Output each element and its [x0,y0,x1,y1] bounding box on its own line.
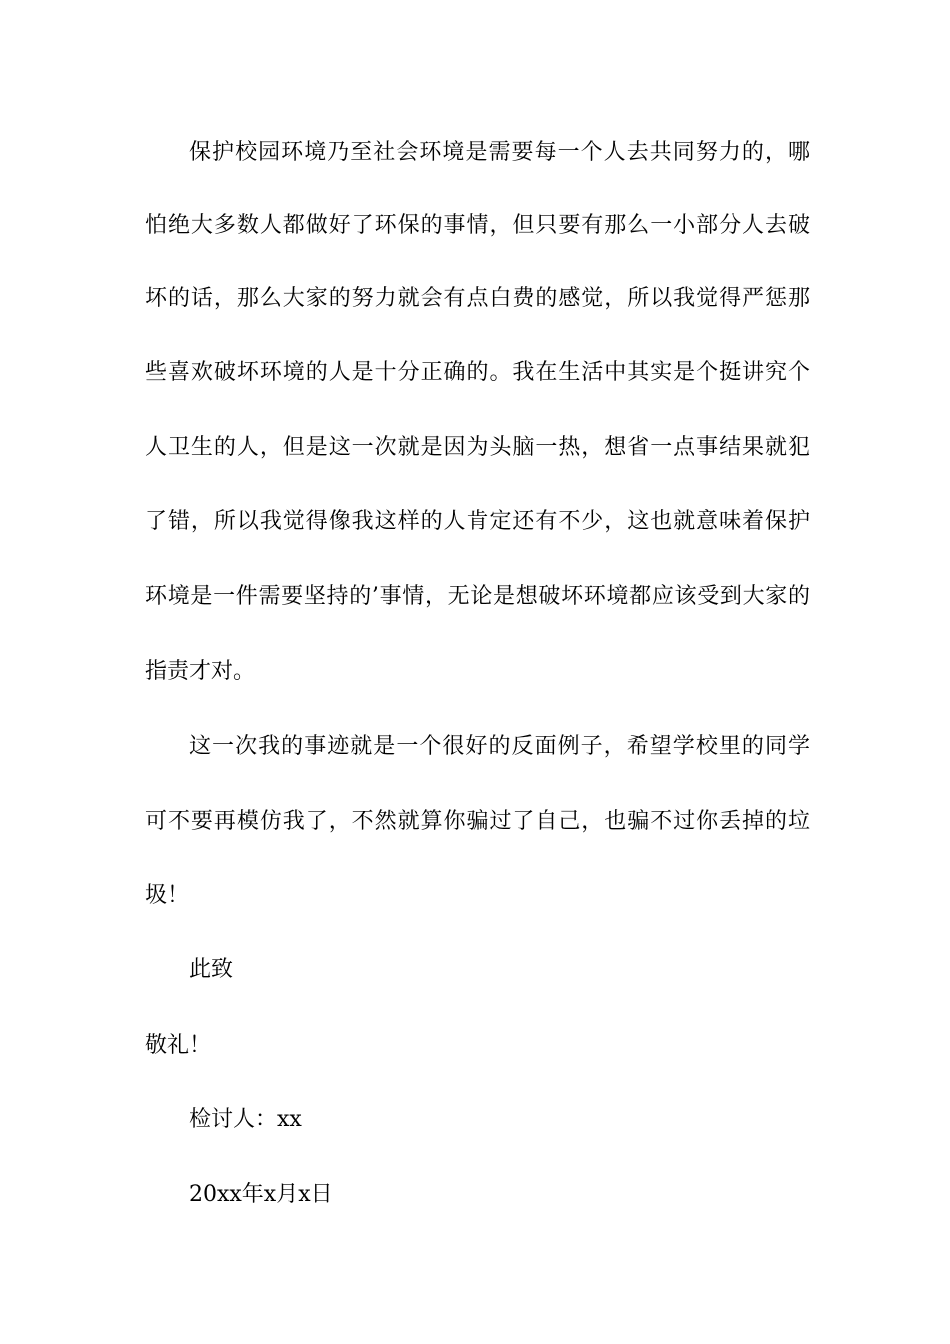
closing-regards: 敬礼！ [145,1033,212,1058]
paragraph-1-line-5: 人卫生的人，但是这一次就是因为头脑一热，想省一点事结果就犯 [145,435,810,460]
paragraph-2-line-2: 可不要再模仿我了，不然就算你骗过了自己，也骗不过你丢掉的垃 [145,809,810,834]
paragraph-1-line-6: 了错，所以我觉得像我这样的人肯定还有不少，这也就意味着保护 [145,509,810,534]
paragraph-1-line-4: 些喜欢破坏环境的人是十分正确的。我在生活中其实是个挺讲究个 [145,360,810,385]
paragraph-2-line-1: 这一次我的事迹就是一个很好的反面例子，希望学校里的同学 [189,734,810,759]
paragraph-1-line-7: 环境是一件需要坚持的’事情，无论是想破坏环境都应该受到大家的 [145,584,810,609]
paragraph-2-line-3: 圾！ [145,883,190,908]
signer-line: 检讨人：xx [189,1107,302,1132]
date-line: 20xx年x月x日 [189,1182,333,1207]
paragraph-1-line-8: 指责才对。 [145,659,256,684]
paragraph-1-line-2: 怕绝大多数人都做好了环保的事情，但只要有那么一小部分人去破 [145,213,810,238]
paragraph-1-line-1: 保护校园环境乃至社会环境是需要每一个人去共同努力的，哪 [189,140,810,165]
closing-salutation: 此致 [189,957,234,982]
paragraph-1-line-3: 坏的话，那么大家的努力就会有点白费的感觉，所以我觉得严惩那 [145,286,810,311]
